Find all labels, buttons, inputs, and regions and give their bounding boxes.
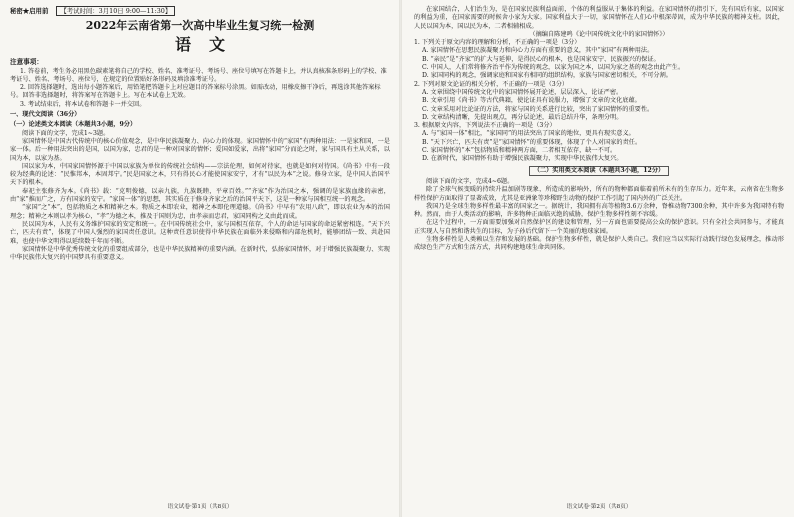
option: C. 家国情怀的“本”包括物质和精神两方面，二者相互依存，缺一不可。: [422, 147, 617, 155]
option: D. 在新时代，家国情怀有助于增强民族凝聚力，实现中华民族伟大复兴。: [422, 155, 623, 163]
option: C. 文章采用对比论证的方法，将家与国的关系进行比较，突出了家国情怀的重要性。: [422, 105, 654, 113]
option: A. 家国情怀在思想民族凝聚力和向心力方面有重要的意义，其中“家国”有两种用法。: [422, 47, 654, 55]
option: A. 文章围绕中国传统文化中的家国情怀展开论述，层层深入，论证严密。: [422, 88, 623, 96]
body-paragraph: “家国”之“本”，包括物质之本和精神之本。物质之本即农业，精神之本即伦理道德。《尚书》中早有“农用八政”，即以农业为本的治国理念；精神之本则以孝为核心，“孝”为德之本，推及于国则为忠，由孝亲而忠君，家国同构之义由此而成。: [10, 204, 390, 220]
source-excerpt: （摘编自陈建鸣《论中国传统文化中的家国情怀》）: [529, 30, 669, 38]
body-paragraph: 在这个过程中，一方面需要加强对自然保护区的建设和管理，另一方面也需要提高公众的保护意识。只有全社会共同参与，才能真正实现人与自然和谐共生的目标，为子孙后代留下一个美丽的地球家园。: [414, 219, 784, 235]
page-right: [404, 0, 794, 517]
subject-title: 语文: [174, 35, 243, 55]
header-line: [10, 6, 390, 16]
body-paragraph: 我国乃是全球生物多样性最丰富的国家之一。据统计，我国拥有高等植物3.6万余种，脊椎动物7300余种，其中许多为我国特有物种。然而，由于人类活动的影响，许多物种正面临灭绝的威胁，保护生物多样性刻不容缓。: [414, 202, 784, 219]
body-paragraph: 奉祀主张修齐为本。《尚书》载：“克明俊德，以亲九族，九族既睦，平章百姓。”“齐家”作为治国之本，强调的是家族血缘的亲密，由“家”推而广之，方有国家的安宁。“家国一体”的思想，其实质在于修身齐家之后的治国平天下，这是一种家与国相互统一的观念。: [10, 187, 390, 204]
body-paragraph: 国以家为本，中国家国情怀源于中国以家族为单位的传统社会结构——宗法伦理，如何对待家，也就是如何对待国。《尚书》中有一段较为经典的论述：“民惟邦本，本固邦宁。”民是国家之本，只有得民心才能使国家安宁，才有“以民为本”之说。修身立家，是中国人治国平天下的根本。: [10, 162, 390, 187]
question-2: 2. 下列对原文论证的相关分析，不正确的一项是（3分）: [414, 80, 569, 88]
body-paragraph: 家国情怀是中华优秀传统文化的重要组成部分，也是中华民族精神的重要内涵。在新时代，弘扬家国情怀，对于增强民族凝聚力、实现中华民族伟大复兴的中国梦具有重要意义。: [10, 245, 390, 262]
page-footer: 语文试卷·第1页（共8页）: [167, 503, 233, 510]
section-heading: 一、现代文阅读（36分）: [10, 111, 81, 119]
subsection-heading: （二）实用类文本阅读（本题共3小题，12分）: [529, 166, 669, 176]
body-paragraph: 在家国结合，人们治生为，是在国家民族利益面前，个体的利益服从于集体的利益。在家国情怀的指引下，先有国后有家，以国家的利益为重，在国家需要的时候舍小家为大家。国家利益大于一切，家国情怀在人们心中根深蒂固，成为中华民族的精神支柱。因此，人民以国为本，国以民为本，二者相辅相成。: [414, 6, 784, 30]
notes-heading: 注意事项：: [10, 58, 43, 67]
body-paragraph: 生物多样性是人类赖以生存和发展的基础。保护生物多样性，就是保护人类自己。我们应当以实际行动践行绿色发展理念，推动形成绿色生产方式和生活方式，共同构建地球生命共同体。: [414, 236, 784, 252]
option: D. 文章结构清晰，先提出观点，再分层论述，最后总结升华，条理分明。: [422, 113, 623, 121]
body-paragraph: 家国情怀是中国古代传统中的核心价值观念，是中华民族凝聚力、向心力的体现。家国情怀中的“家国”有两种用法：一是家和国，一是家一体。后一种用法突出的是国，以国为家，忠君的是一种对国家的情怀；爱国如爱家，出将“家国”分而论之时，家与国具有主从关系，以国为本，以家为基。: [10, 137, 390, 162]
note-item: 3. 考试结束后，将本试卷和答题卡一并交回。: [20, 100, 146, 108]
option: B. “亲民”是“齐家”的扩大与延伸，是得民心的根本，也是国家安宁、民族振兴的保证。: [422, 55, 660, 63]
question-3: 3. 根据原文内容，下列说法不正确的一项是（3分）: [414, 122, 556, 130]
option: D. 家国同构的观念，强调家庭和国家有相同的组织结构，家族与国家密切相关，不可分割。: [422, 72, 672, 80]
note-item: 2. 回答选择题时，选出每小题答案后，用铅笔把答题卡上对应题目的答案标号涂黑。如需改动，用橡皮擦干净后，再选涂其他答案标号。回答非选择题时，将答案写在答题卡上。写在本试卷上无效。: [10, 84, 381, 100]
question-1: 1. 下列关于原文内容的理解和分析，不正确的一项是（3分）: [414, 39, 581, 47]
instruction: 阅读下面的文字，完成1~3题。: [22, 129, 110, 137]
body-paragraph: 民以国为本，人民有义务维护国家的安定和统一。在中国传统社会中，家与国相互依存，个人的命运与国家的命运紧密相连。“天下兴亡，匹夫有责”，体现了中国人强烈的家国责任意识。这种责任意识使得中华民族在面临外来侵略和内部危机时，能够团结一致、共赴国难，也使中华文明得以延续数千年而不断。: [10, 220, 390, 245]
option: B. “天下兴亡，匹夫有责”是“家国情怀”的重要体现，体现了个人对国家的责任。: [422, 138, 642, 146]
option: C. 中国人，人们常将修齐治平作为传统的观念，以家为国之本，以国为家之基的观念由此产生。: [422, 64, 685, 72]
page-footer: 语文试卷·第2页（共8页）: [566, 503, 632, 510]
page-gutter: [399, 0, 402, 517]
option: A. 与“家国一体”相比，“家国同”的用法突出了国家的地位，更具有现实意义。: [422, 130, 635, 138]
note-item: 1. 答卷前，考生务必用黑色碳素笔将自己的学校、姓名、准考证号、考场号、座位号填写在答题卡上，并认真核准条形码上的学校、准考证号、姓名、考场号、座位号，在规定的位置贴好条形码及填涂准考证号。: [10, 67, 387, 83]
option: B. 文章引用《尚书》等古代典籍，使论证具有说服力，增强了文章的文化底蕴。: [422, 97, 641, 105]
subsection-heading: （一）论述类文本阅读（本题共3小题，9分）: [10, 121, 137, 129]
body-paragraph: 除了全球气候变暖的持续升温加剧等现象，所造成的影响外，所有的物种都面临着前所未有的生存压力。近年来，云南省在生物多样性保护方面取得了显著成效，尤其是亚洲象等珍稀野生动物的保护工作引起了国内外的广泛关注。: [414, 186, 784, 202]
exam-title: 2022年云南省第一次高中毕业生复习统一检测: [85, 19, 315, 33]
secret-label: 秘密★启用前: [10, 7, 49, 15]
exam-time: 【考试时间：3月10日 9:00—11:30】: [56, 6, 175, 16]
instruction: 阅读下面的文字，完成4~6题。: [426, 177, 514, 185]
